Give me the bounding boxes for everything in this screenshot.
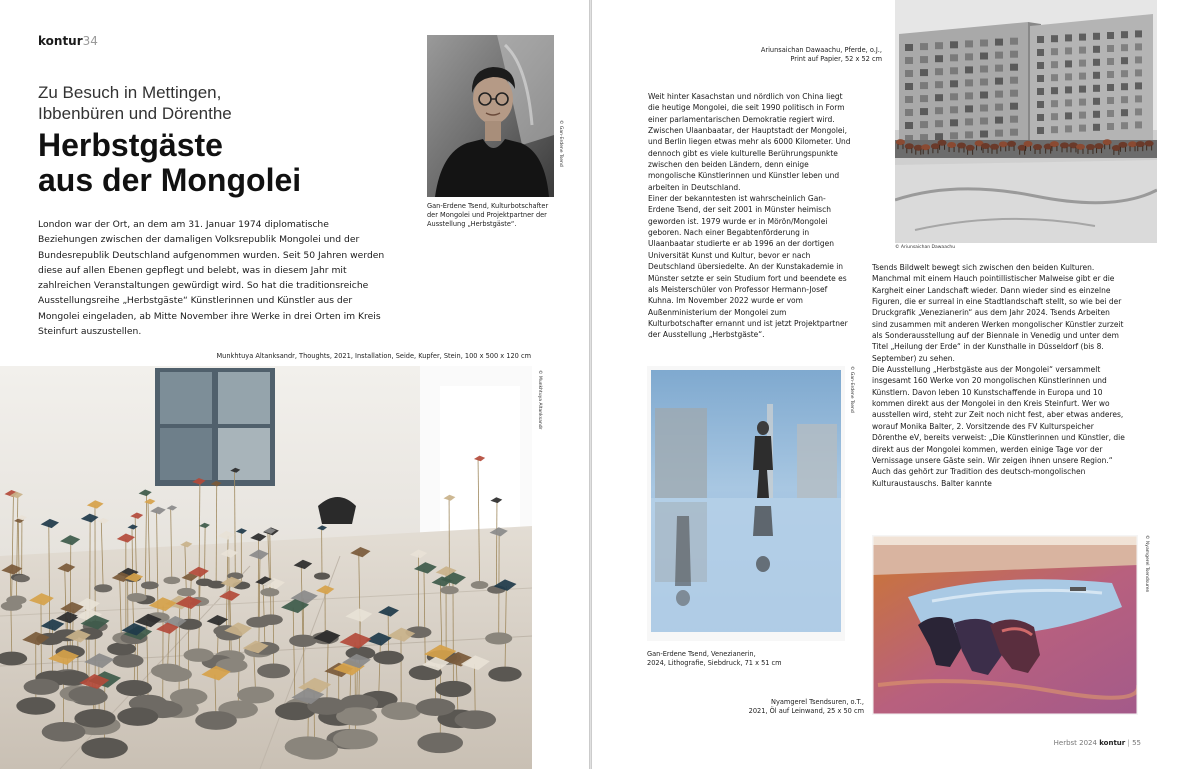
kicker-line-2: Ibbenbüren und Dörenthe [38,104,232,123]
article-title [38,128,398,198]
venezianerin-caption-line-2: 2024, Lithografie, Siebdruck, 71 x 51 cm [647,659,782,667]
installation-caption: Munkhtuya Altanksandr, Thoughts, 2021, Installation, Seide, Kupfer, Stein, 100 x 500 x 120 cm [216,352,531,360]
page-footer: Herbst 2024 kontur | 55 [1053,739,1141,747]
page-number-right: 55 [1132,739,1141,747]
portrait-illustration [427,35,554,197]
installation-photo [0,366,532,769]
article-kicker [38,82,388,124]
landscape-credit: © Nyamgerel Tsendsuren [1144,535,1149,593]
article-lead: London war der Ort, an dem am 31. Januar 1974 diplomatische Beziehungen zwischen der damaligen Volksrepublik Mongolei und der Bundesrepublik Deutschland aufgenommen wurden. Seit 50 Jahren werden diese auf allen Ebenen gepflegt und belebt, was in diesem Jahr mit zahlreichen Veranstaltungen gewürdigt wird. So hat die traditionsreiche Ausstellungsreihe „Herbstgäste“ Künstlerinnen und Künstler aus der Mongolei eingeladen, ab Mitte November ihre Werke in drei Orten im Kreis Steinfurt auszustellen. [38,219,385,338]
landscape-caption-line-1: Nyamgerel Tsendsuren, o.T., [771,698,864,706]
venezianerin-caption [647,650,847,668]
column-2-paragraph-2: Die Ausstellung „Herbstgäste aus der Mongolei“ versammelt insgesamt 160 Werke von 20 mongolischen Künstlerinnen und Künstlern. Davon leben 10 Kunstschaffende in Europa und 10 kommen direkt aus der Mongolei in den Kreis Steinfurt. Wer wo ausstellen wird, steht zur Zeit noch nicht fest, aber etwas anderes, worauf Monika Balter, 2. Vorsitzende des FV Kulturspeicher Dörenthe eV, bereits verweist: „Die Künstlerinnen und Künstler, die direkt aus der Mongolei kommen, werden einige Tage vor der Vernissage unsere Gäste sein. Wir zeigen ihnen unsere Region.“ Auch das gehört zur Tradition des deutsch-mongolischen Kulturaustauschs. Balter kannte [872,365,1125,488]
landscape-caption-line-2: 2021, Öl auf Leinwand, 25 x 50 cm [748,707,864,715]
buildings-photo [895,0,1157,243]
landscape-painting [872,535,1138,715]
right-page [592,0,1181,769]
title-line-2: aus der Mongolei [38,162,302,198]
left-page [0,0,589,769]
magazine-brand [38,34,98,48]
footer-issue: Herbst 2024 [1053,739,1097,747]
installation-illustration [0,366,532,769]
brand-text: kontur [38,34,83,48]
article-column-2 [872,262,1126,489]
venezianerin-print [647,366,845,641]
buildings-credit: © Ariunsaichan Dawaachu [895,245,956,250]
buildings-illustration [895,0,1157,243]
footer-brand: kontur [1099,739,1126,747]
article-column-1 [648,91,852,341]
venezianerin-credit: © Gan-Erdene Tsend [849,366,854,413]
buildings-caption: Ariunsaichan Dawaachu, Pferde, o.J., Print auf Papier, 52 x 52 cm [760,46,882,63]
portrait-caption: Gan-Erdene Tsend, Kulturbotschafter der Mongolei und Projektpartner der Ausstellung „Herbstgäste“. [427,202,549,228]
portrait-photo [427,35,554,197]
venezianerin-illustration [647,366,845,641]
column-2-paragraph-1: Tsends Bildwelt bewegt sich zwischen den beiden Kulturen. Manchmal mit einem Hauch pointillistischer Malweise gibt er die Kargheit einer Landschaft wieder. Dann wieder sind es einzelne Figuren, die er surreal in eine Stadtlandschaft stellt, so wie bei der Druckgrafik „Venezianerin“ aus dem Jahr 2024. Tsends Arbeiten sind zusammen mit anderen Werken mongolischer Künstler zurzeit als Sonderausstellung auf der Biennale in Venedig und unter dem Titel „Heilung der Erde“ in der Kunsthalle in Düsseldorf (bis 8. September) zu sehen. [872,263,1124,363]
title-line-1: Herbstgäste [38,127,223,163]
page-number-left: 34 [82,34,98,48]
installation-credit: © Munkhtuya Altanksandr [537,370,542,430]
column-1-paragraph-2: Einer der bekanntesten ist wahrscheinlich Gan-Erdene Tsend, der seit 2001 in Münster heimisch geworden ist. 1979 wurde er in Mörön/Mongolei geboren. Nach einer Begabtenförderung in Ulaanbaatar studierte er ab 1996 an der dortigen Universität Kunst und Kultur, bevor er nach Deutschland übersiedelte. An der Kunstakademie in Münster setzte er sein Studium fort und beendete es als Meisterschüler von Professor Hermann-Josef Kuhna. Im November 2022 wurde er vom Außenministerium der Mongolei zum Kulturbotschafter ernannt und ist jetzt Projektpartner der Ausstellung „Herbstgäste“. [648,194,848,340]
kicker-line-1: Zu Besuch in Mettingen, [38,83,222,102]
landscape-illustration [872,535,1138,715]
venezianerin-caption-line-1: Gan-Erdene Tsend, Venezianerin, [647,650,756,658]
landscape-caption [682,698,864,716]
column-1-paragraph-1: Weit hinter Kasachstan und nördlich von China liegt die heutige Mongolei, die seit 1990 politisch in Form einer parlamentarischen Demokratie regiert wird. Zwischen Ulaanbaatar, der Hauptstadt der Mongolei, und Berlin liegen etwas mehr als 6000 Kilometer. Und dennoch gibt es viele kulturelle Berührungspunkte zwischen den beiden Ländern, denn einige mongolische Künstlerinnen und Künstler leben und arbeiten in Deutschland. [648,92,851,192]
portrait-credit: © Gan-Erdene Tsend [558,120,563,167]
